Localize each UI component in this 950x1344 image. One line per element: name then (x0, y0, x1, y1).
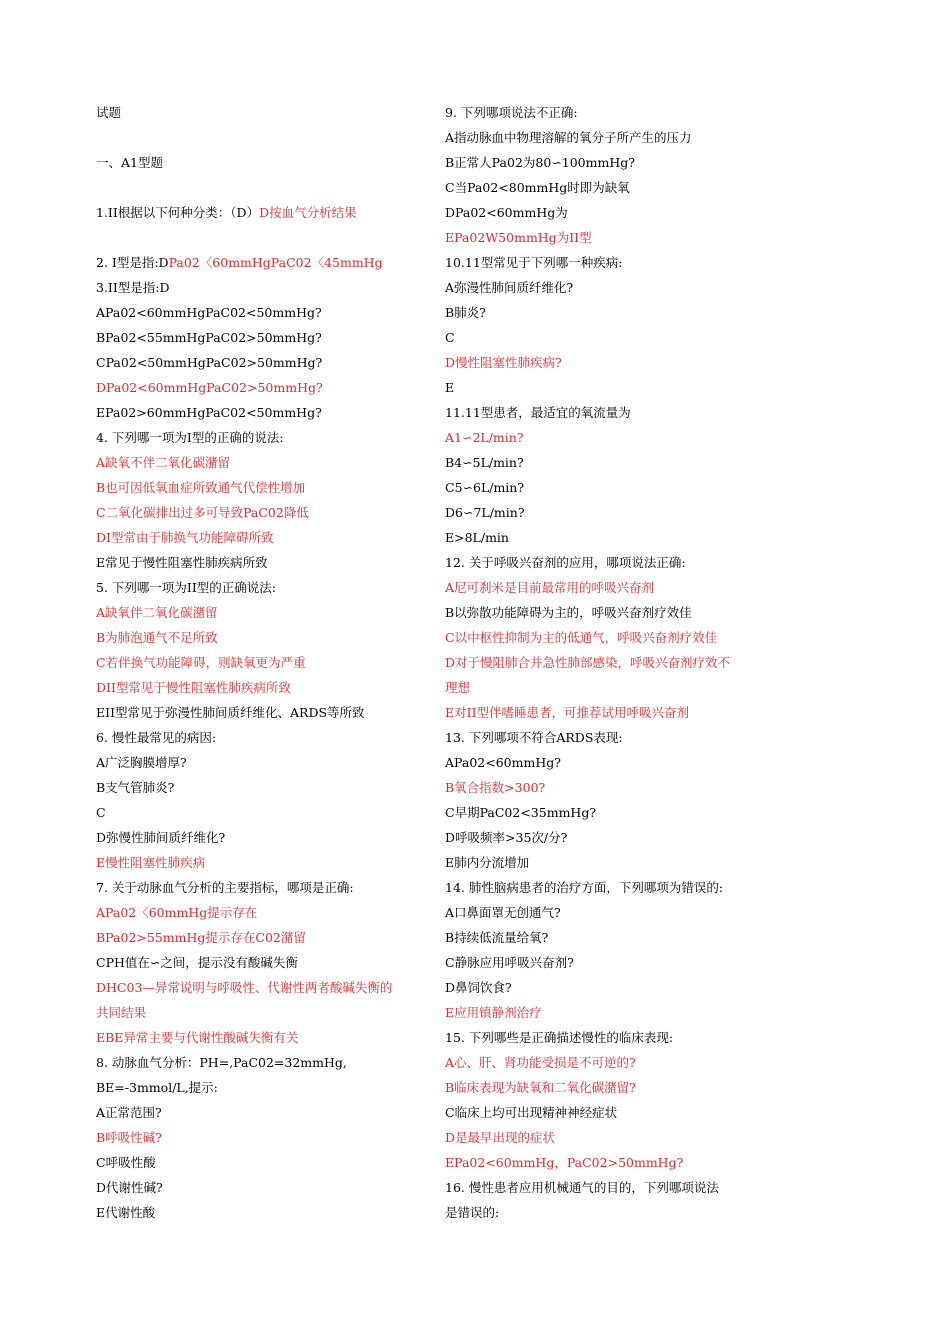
right-line (445, 1025, 775, 1050)
line-text: EII型常见于弥漫性肺间质纤维化、ARDS等所致 (96, 705, 365, 720)
line-text: 1.II根据以下何种分类：（D） (96, 205, 260, 220)
line-text: C二氧化碳排出过多可导致PaC02降低 (96, 505, 309, 520)
right-line (445, 475, 775, 500)
right-line (445, 200, 775, 225)
left-line (96, 825, 426, 850)
line-text: B支气管肺炎? (96, 780, 175, 795)
left-line (96, 775, 426, 800)
left-line (96, 1150, 426, 1175)
right-line (445, 725, 775, 750)
right-line (445, 775, 775, 800)
line-text: E常见于慢性阻塞性肺疾病所致 (96, 555, 268, 570)
line-text: APa02<60mmHgPaC02<50mmHg? (96, 305, 322, 320)
right-line (445, 1000, 775, 1025)
left-line (96, 725, 426, 750)
line-text: 13. 下列哪项不符合ARDS表现: (445, 730, 623, 745)
right-line (445, 825, 775, 850)
line-text: 一、A1型题 (96, 155, 163, 170)
line-text: B肺炎? (445, 305, 486, 320)
line-text: EBE异常主要与代谢性酸碱失衡有关 (96, 1030, 299, 1045)
line-text: 理想 (445, 680, 471, 695)
line-text: 试题 (96, 105, 122, 120)
line-text: 11.11型患者，最适宜的氧流量为 (445, 405, 631, 420)
line-text: E>8L/min (445, 530, 509, 545)
line-text: C静脉应用呼吸兴奋剂? (445, 955, 574, 970)
left-line (96, 875, 426, 900)
line-text: A正常范围? (96, 1105, 162, 1120)
right-line (445, 325, 775, 350)
line-text: C以中枢性抑制为主的低通气，呼吸兴奋剂疗效佳 (445, 630, 718, 645)
left-line (96, 700, 426, 725)
line-text: B4∽5L/min? (445, 455, 524, 470)
line-text: E对II型伴嗜睡患者，可推荐试用呼吸兴奋剂 (445, 705, 690, 720)
left-line (96, 375, 426, 400)
line-text: 3.II型是指:D (96, 280, 170, 295)
line-text: 15. 下列哪些是正确描述慢性的临床表现: (445, 1030, 674, 1045)
left-line (96, 1175, 426, 1200)
line-text: A尼可刹米是目前最常用的呼吸兴奋剂 (445, 580, 655, 595)
left-line (96, 275, 426, 300)
line-text: APa02〈60mmHg提示存在 (96, 905, 258, 920)
right-line (445, 1125, 775, 1150)
line-text: B正常人Pa02为80∽100mmHg? (445, 155, 635, 170)
left-line (96, 750, 426, 775)
left-line (96, 325, 426, 350)
line-text: 9. 下列哪项说法不正确: (445, 105, 578, 120)
line-text: 7. 关于动脉血气分析的主要指标，哪项是正确: (96, 880, 354, 895)
left-line (96, 550, 426, 575)
line-text: DPa02<60mmHgPaC02>50mmHg? (96, 380, 323, 395)
line-text: D慢性阻塞性肺疾病? (445, 355, 562, 370)
left-line (96, 975, 426, 1000)
right-line (445, 225, 775, 250)
line-text: A广泛胸膜增厚? (96, 755, 187, 770)
line-text: C若伴换气功能障碍，则缺氧更为严重 (96, 655, 306, 670)
right-line (445, 1175, 775, 1200)
right-line (445, 800, 775, 825)
left-line (96, 525, 426, 550)
line-text: DHC03—异常说明与呼吸性、代谢性两者酸碱失衡的 (96, 980, 393, 995)
right-line (445, 400, 775, 425)
line-text: D呼吸频率>35次/分? (445, 830, 568, 845)
left-line (96, 675, 426, 700)
right-line (445, 950, 775, 975)
right-line (445, 1150, 775, 1175)
line-text: A心、肝、肾功能受损是不可逆的? (445, 1055, 636, 1070)
left-line (96, 150, 426, 175)
right-line (445, 975, 775, 1000)
left-column (96, 100, 426, 1225)
line-text: D鼻饲饮食? (445, 980, 512, 995)
line-text: 10.11型常见于下列哪一种疾病: (445, 255, 623, 270)
right-line (445, 425, 775, 450)
left-line (96, 950, 426, 975)
left-line (96, 850, 426, 875)
line-text: 6. 慢性最常见的病因: (96, 730, 217, 745)
line-text: C临床上均可出现精神神经症状 (445, 1105, 618, 1120)
left-line (96, 350, 426, 375)
line-text: E应用镇静剂治疗 (445, 1005, 542, 1020)
line-text: BPa02<55mmHgPaC02>50mmHg? (96, 330, 322, 345)
line-text: B持续低流量给氧? (445, 930, 549, 945)
right-column (445, 100, 775, 1225)
line-text: 8. 动脉血气分析：PH=,PaC02=32mmHg, (96, 1055, 347, 1070)
right-line (445, 750, 775, 775)
left-line (96, 1200, 426, 1225)
right-line (445, 300, 775, 325)
right-line (445, 500, 775, 525)
line-text: D代谢性碱? (96, 1180, 163, 1195)
line-text: DI型常由于肺换气功能障碍所致 (96, 530, 274, 545)
left-line (96, 400, 426, 425)
line-text: BPa02>55mmHg提示存在C02潴留 (96, 930, 306, 945)
right-line (445, 700, 775, 725)
line-text: D对于慢阻肺合并急性肺部感染，呼吸兴奋剂疗效不 (445, 655, 731, 670)
line-text: EPa02W50mmHg为II型 (445, 230, 592, 245)
line-text: A指动脉血中物理溶解的氧分子所产生的压力 (445, 130, 692, 145)
left-line (96, 175, 426, 200)
left-line (96, 650, 426, 675)
line-text: C早期PaC02<35mmHg? (445, 805, 597, 820)
right-line (445, 675, 775, 700)
line-text: B临床表现为缺氧和二氧化碳潴留? (445, 1080, 636, 1095)
line-text: E肺内分流增加 (445, 855, 530, 870)
left-line (96, 1000, 426, 1025)
left-line (96, 475, 426, 500)
line-text: C5∽6L/min? (445, 480, 525, 495)
line-text: A缺氧伴二氧化碳潴留 (96, 605, 218, 620)
answer-text: Pa02〈60mmHgPaC02〈45mmHg (168, 255, 383, 270)
right-line (445, 650, 775, 675)
left-line (96, 1125, 426, 1150)
right-line (445, 1200, 775, 1225)
line-text: E代谢性酸 (96, 1205, 156, 1220)
line-text: B为肺泡通气不足所致 (96, 630, 218, 645)
right-line (445, 150, 775, 175)
line-text: 12. 关于呼吸兴奋剂的应用，哪项说法正确: (445, 555, 686, 570)
line-text: 4. 下列哪一项为I型的正确的说法: (96, 430, 284, 445)
line-text: C呼吸性酸 (96, 1155, 156, 1170)
line-text: 16. 慢性患者应用机械通气的目的，下列哪项说法 (445, 1180, 719, 1195)
line-text: 是错误的: (445, 1205, 500, 1220)
line-text: CPa02<50mmHgPaC02>50mmHg? (96, 355, 323, 370)
left-line (96, 1025, 426, 1050)
right-line (445, 575, 775, 600)
left-line (96, 575, 426, 600)
left-line (96, 125, 426, 150)
left-line (96, 1050, 426, 1075)
line-text: B呼吸性碱? (96, 1130, 162, 1145)
line-text: EPa02>60mmHgPaC02<50mmHg? (96, 405, 322, 420)
left-line (96, 425, 426, 450)
right-line (445, 550, 775, 575)
left-line (96, 450, 426, 475)
line-text: APa02<60mmHg? (445, 755, 561, 770)
right-line (445, 900, 775, 925)
line-text: C当Pa02<80mmHg时即为缺氧 (445, 180, 630, 195)
line-text: A1∽2L/min? (445, 430, 524, 445)
right-line (445, 350, 775, 375)
line-text: DII型常见于慢性阻塞性肺疾病所致 (96, 680, 291, 695)
right-line (445, 1075, 775, 1100)
left-line (96, 925, 426, 950)
line-text: CPH值在∽之间，提示没有酸碱失衡 (96, 955, 298, 970)
right-line (445, 175, 775, 200)
line-text: A弥漫性肺间质纤维化? (445, 280, 574, 295)
right-line (445, 125, 775, 150)
line-text: D弥慢性肺间质纤维化? (96, 830, 226, 845)
line-text: BE=-3mmol/L,提示: (96, 1080, 218, 1095)
line-text: E (445, 380, 455, 395)
line-text: B也可因低氧血症所致通气代偿性增加 (96, 480, 306, 495)
left-line (96, 300, 426, 325)
right-line (445, 1100, 775, 1125)
line-text: 2. I型是指:D (96, 255, 169, 270)
right-line (445, 625, 775, 650)
left-line (96, 225, 426, 250)
right-line (445, 875, 775, 900)
line-text: EPa02<60mmHg，PaC02>50mmHg? (445, 1155, 684, 1170)
right-line (445, 275, 775, 300)
right-line (445, 375, 775, 400)
left-line (96, 100, 426, 125)
left-line (96, 1075, 426, 1100)
left-line (96, 625, 426, 650)
left-line (96, 200, 426, 225)
right-line (445, 1050, 775, 1075)
right-line (445, 525, 775, 550)
line-text: B以弥散功能障碍为主的，呼吸兴奋剂疗效佳 (445, 605, 692, 620)
line-text: 14. 肺性脑病患者的治疗方面，下列哪项为错误的: (445, 880, 724, 895)
line-text: DPa02<60mmHg为 (445, 205, 568, 220)
line-text: C (445, 330, 455, 345)
left-line (96, 500, 426, 525)
right-line (445, 850, 775, 875)
right-line (445, 925, 775, 950)
left-line (96, 1100, 426, 1125)
line-text: D是最早出现的症状 (445, 1130, 556, 1145)
left-line (96, 900, 426, 925)
answer-text: D按血气分析结果 (259, 205, 357, 220)
left-line (96, 250, 426, 275)
line-text: 5. 下列哪一项为II型的正确说法: (96, 580, 276, 595)
line-text: C (96, 805, 106, 820)
right-line (445, 250, 775, 275)
line-text: A缺氧不伴二氧化碳潴留 (96, 455, 231, 470)
line-text: E慢性阻塞性肺疾病 (96, 855, 206, 870)
left-line (96, 600, 426, 625)
line-text: D6∽7L/min? (445, 505, 525, 520)
left-line (96, 800, 426, 825)
line-text: 共同结果 (96, 1005, 147, 1020)
line-text: B氧合指数>300? (445, 780, 546, 795)
line-text: A口鼻面罩无创通气? (445, 905, 561, 920)
right-line (445, 600, 775, 625)
right-line (445, 450, 775, 475)
right-line (445, 100, 775, 125)
